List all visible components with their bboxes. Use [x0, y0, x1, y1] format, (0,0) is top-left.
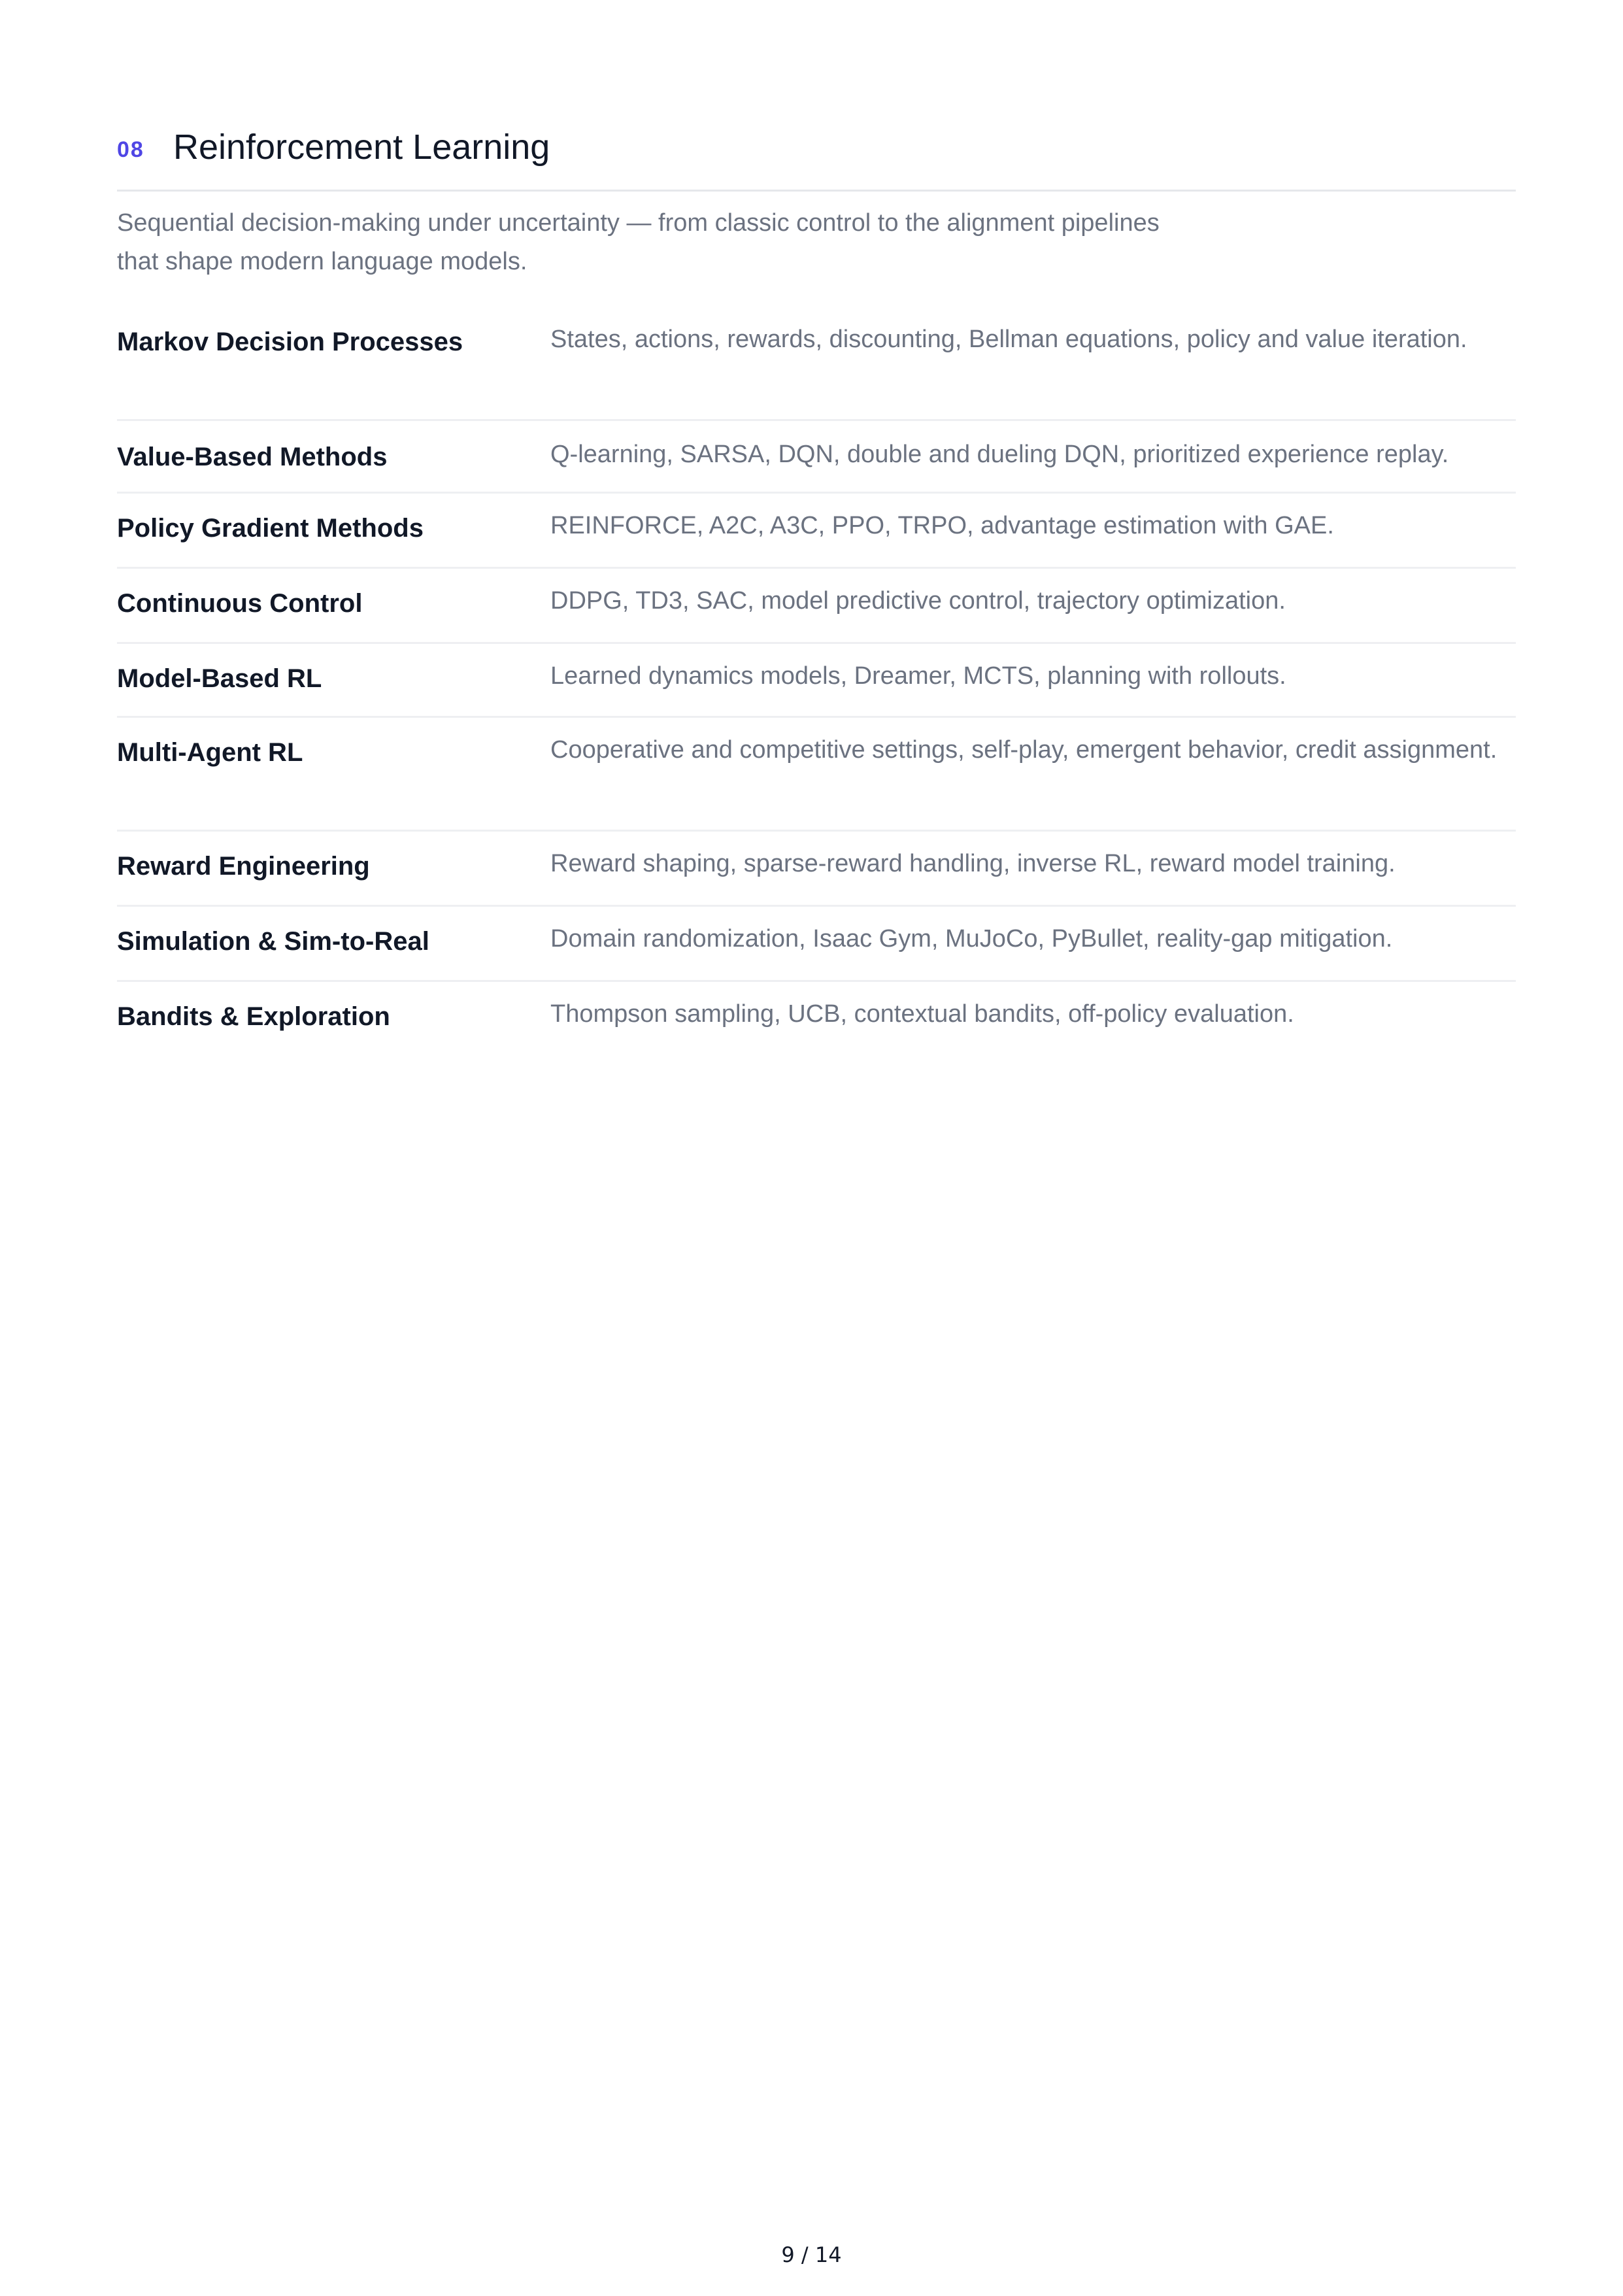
topic-name: Multi-Agent RL — [117, 738, 303, 767]
topic-row-bandits-exploration — [117, 982, 1516, 1047]
topic-row-value-based-methods — [117, 421, 1516, 494]
topic-row-multi-agent-rl — [117, 718, 1516, 832]
topic-description: Domain randomization, Isaac Gym, MuJoCo, PyBullet, reality-gap mitigation. — [550, 925, 1393, 953]
topic-row-simulation-sim-to-real — [117, 907, 1516, 982]
topic-description: Cooperative and competitive settings, self-play, emergent behavior, credit assignment. — [550, 736, 1498, 764]
topic-name: Reward Engineering — [117, 852, 370, 881]
topic-description: Q-learning, SARSA, DQN, double and dueling DQN, prioritized experience replay. — [550, 441, 1449, 468]
topic-name: Markov Decision Processes — [117, 328, 463, 356]
section-intro: Sequential decision-making under uncertainty — from classic control to the alignment pipelines that shape modern language models. — [117, 209, 1160, 275]
topic-description: REINFORCE, A2C, A3C, PPO, TRPO, advantage estimation with GAE. — [550, 512, 1334, 539]
topic-description: DDPG, TD3, SAC, model predictive control, trajectory optimization. — [550, 587, 1286, 615]
topic-list — [117, 320, 1516, 1047]
topic-row-continuous-control — [117, 569, 1516, 644]
topic-name: Continuous Control — [117, 589, 363, 618]
topic-name: Bandits & Exploration — [117, 1002, 390, 1031]
topic-description: Learned dynamics models, Dreamer, MCTS, planning with rollouts. — [550, 662, 1286, 690]
topic-description: Thompson sampling, UCB, contextual bandits, off-policy evaluation. — [550, 1000, 1294, 1028]
topic-description: States, actions, rewards, discounting, Bellman equations, policy and value iteration. — [550, 326, 1467, 353]
topic-name: Simulation & Sim-to-Real — [117, 927, 429, 956]
topic-description: Reward shaping, sparse-reward handling, inverse RL, reward model training. — [550, 850, 1396, 877]
section-title: Reinforcement Learning — [173, 127, 550, 167]
topic-row-markov-decision-processes — [117, 320, 1516, 421]
section-header — [117, 124, 1516, 192]
topic-name: Model-Based RL — [117, 664, 322, 693]
topic-name: Policy Gradient Methods — [117, 514, 424, 543]
topic-name: Value-Based Methods — [117, 443, 388, 471]
section-number: 08 — [117, 137, 144, 162]
topic-row-reward-engineering — [117, 832, 1516, 907]
topic-row-policy-gradient-methods — [117, 494, 1516, 569]
page-number: 9 / 14 — [781, 2242, 842, 2267]
topic-row-model-based-rl — [117, 644, 1516, 718]
